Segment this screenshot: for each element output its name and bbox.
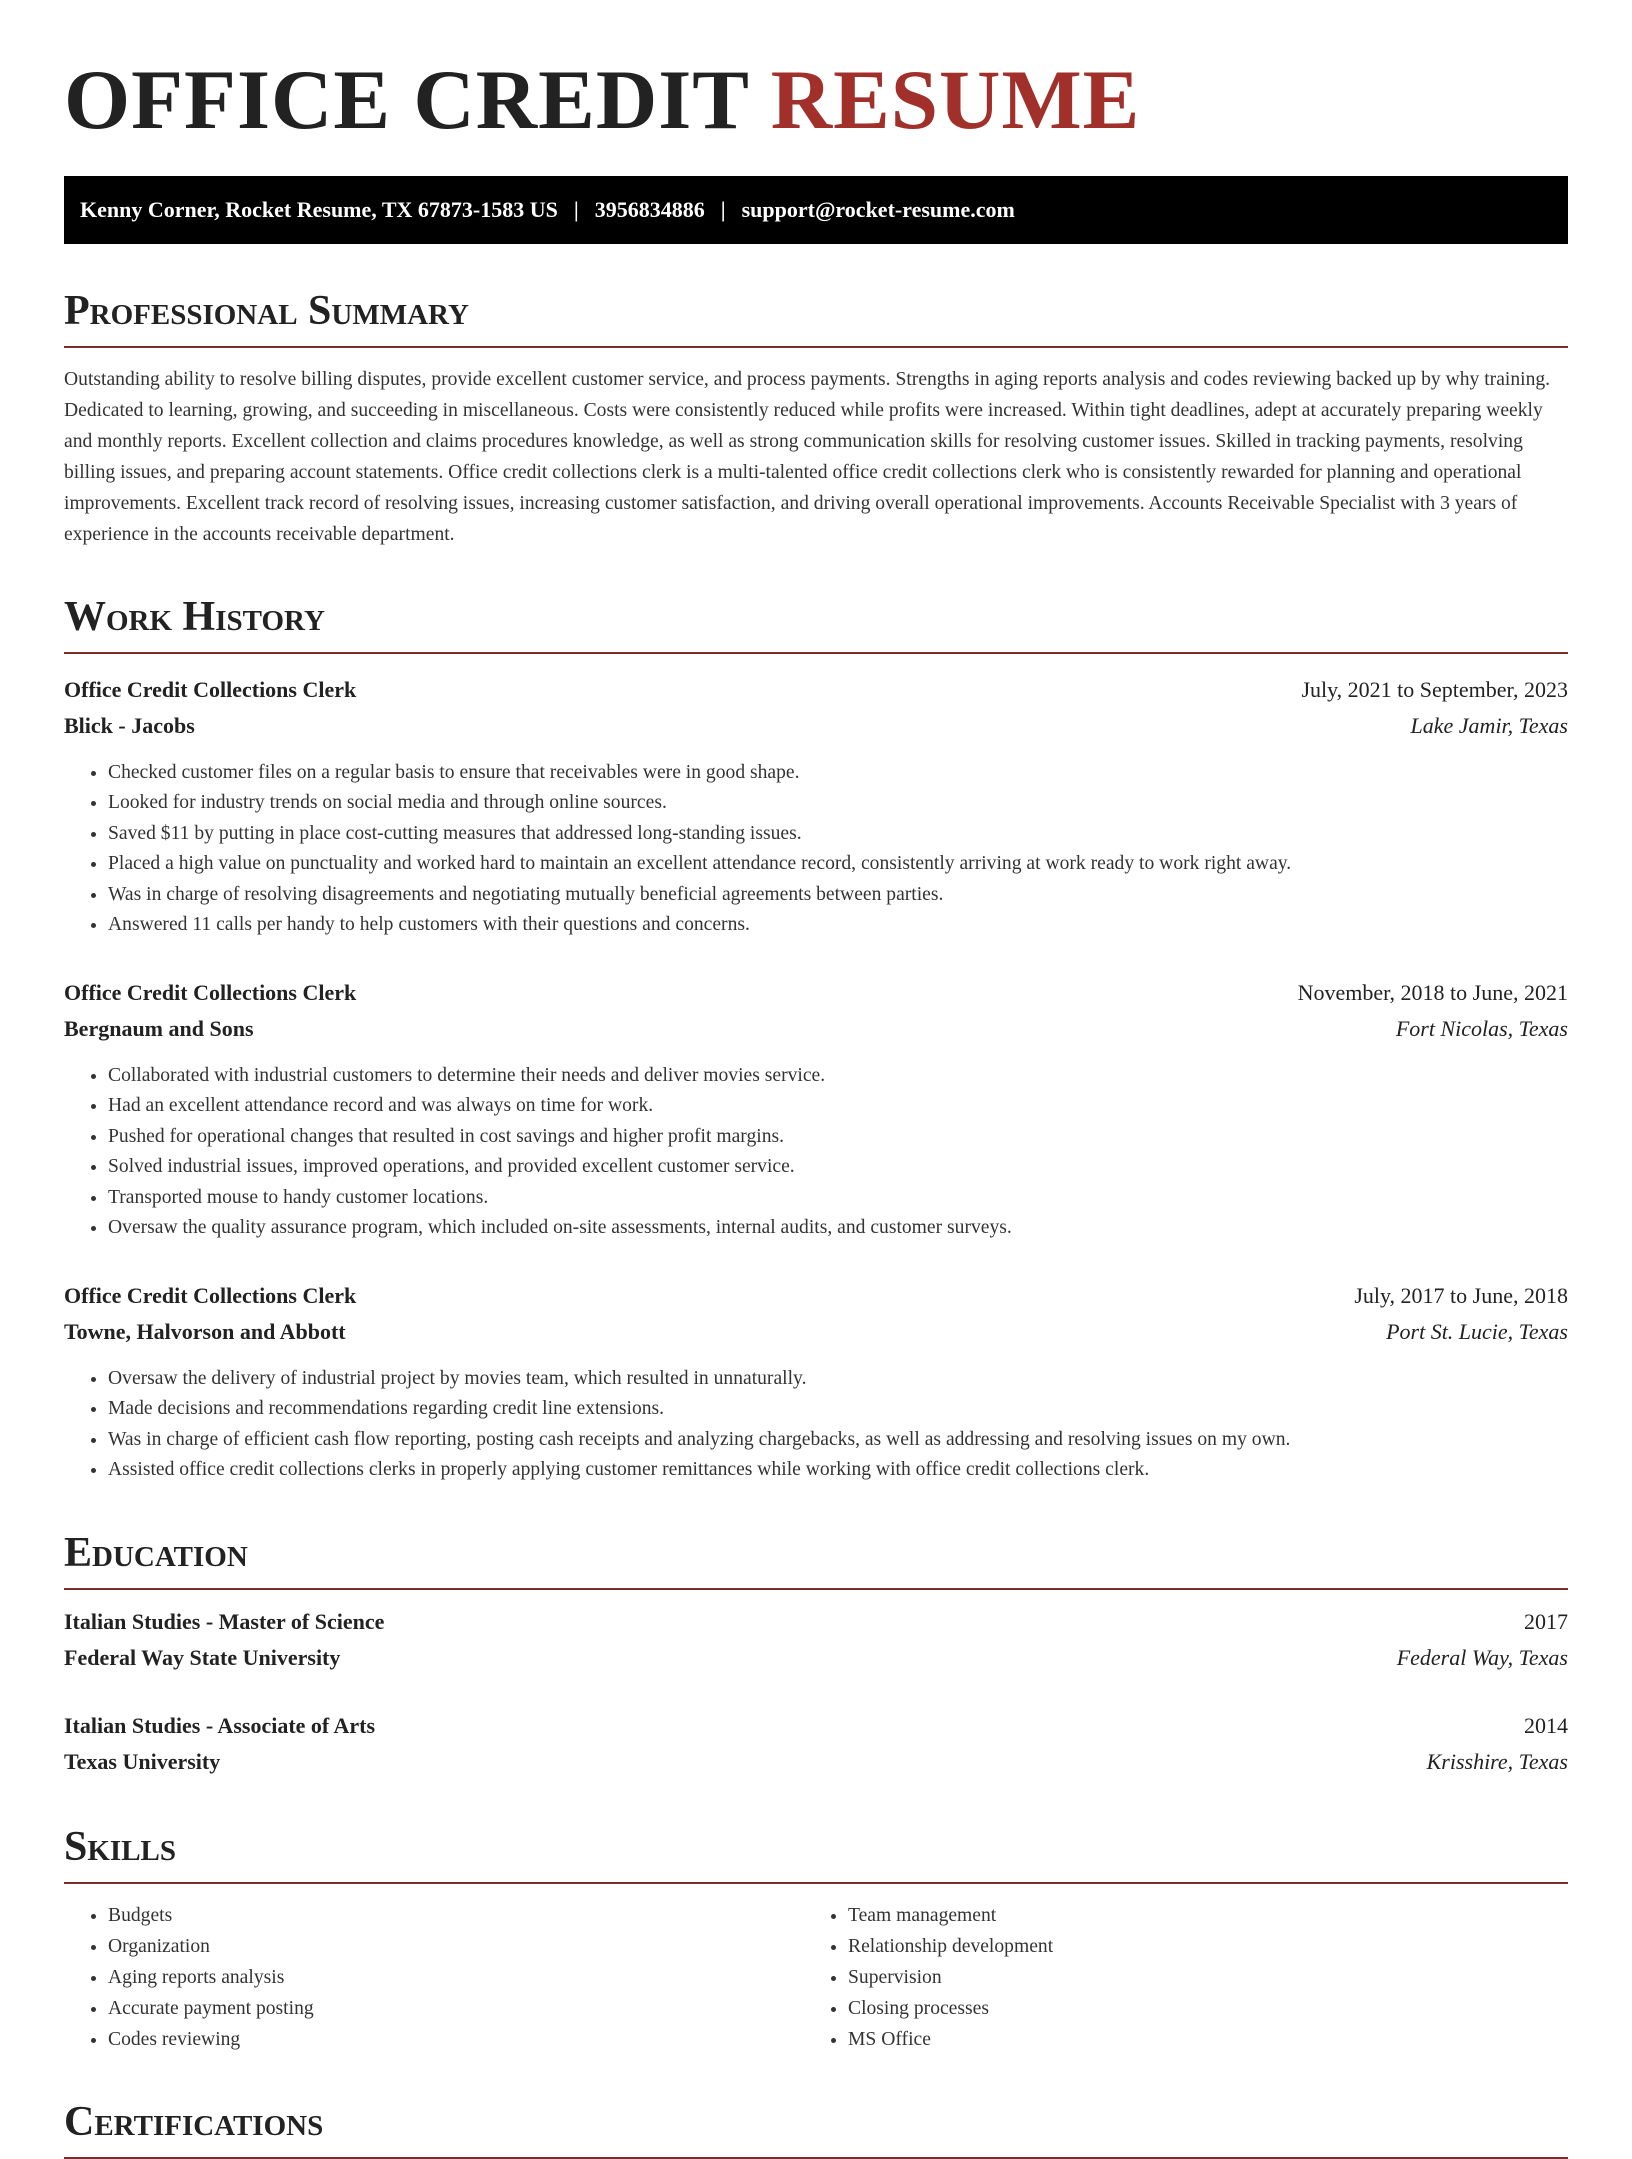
contact-bar — [64, 176, 1568, 244]
education-location: Federal Way, Texas — [1396, 1645, 1568, 1671]
certifications-heading: Certifications — [64, 2099, 1568, 2159]
job-title: Office Credit Collections Clerk — [64, 676, 357, 702]
education-entry — [64, 1604, 1568, 1676]
job-location: Port St. Lucie, Texas — [1386, 1318, 1568, 1344]
skill-item: • Supervision — [848, 1962, 1544, 1993]
job-company: Towne, Halvorson and Abbott — [64, 1318, 346, 1344]
job-company-row — [64, 1314, 1568, 1350]
contact-address: Kenny Corner, Rocket Resume, TX 67873-1583 US — [80, 196, 558, 222]
education-degree: Italian Studies - Associate of Arts — [64, 1713, 376, 1739]
education-school-row — [64, 1640, 1568, 1676]
job-bullet: • Transported mouse to handy customer locations. — [108, 1183, 1568, 1214]
job-bullet: • Collaborated with industrial customers to determine their needs and deliver movies service. — [108, 1061, 1568, 1092]
education-degree-row — [64, 1708, 1568, 1744]
job-bullet: • Solved industrial issues, improved operations, and provided excellent customer service. — [108, 1152, 1568, 1183]
skills-column — [64, 1900, 804, 2055]
job-location: Fort Nicolas, Texas — [1395, 1015, 1568, 1041]
skill-item: • Relationship development — [848, 1931, 1544, 1962]
job-title: Office Credit Collections Clerk — [64, 1282, 357, 1308]
job-bullet: • Pushed for operational changes that resulted in cost savings and higher profit margins. — [108, 1122, 1568, 1153]
job-company-row — [64, 708, 1568, 744]
skills-heading: Skills — [64, 1824, 1568, 1884]
contact-separator: | — [573, 196, 579, 222]
job-bullets — [64, 758, 1568, 941]
job-entry — [64, 672, 1568, 941]
education-school-row — [64, 1744, 1568, 1780]
skill-item: • Closing processes — [848, 1993, 1544, 2024]
job-header-row — [64, 1278, 1568, 1314]
education-degree-row — [64, 1604, 1568, 1640]
job-bullet: • Oversaw the delivery of industrial project by movies team, which resulted in unnaturally. — [108, 1364, 1568, 1395]
job-company: Bergnaum and Sons — [64, 1015, 254, 1041]
summary-text: Outstanding ability to resolve billing disputes, provide excellent customer service, and process payments. Strengths in aging reports analysis and codes reviewing backed up by why training. Dedicated to learning, growing, and succeeding in miscellaneous. Costs were consistently reduced while profits were increased. Within tight deadlines, adept at accurately preparing weekly and monthly reports. Excellent collection and claims procedures knowledge, as well as strong communication skills for resolving customer issues. Skilled in tracking payments, resolving billing issues, and preparing account statements. Office credit collections clerk is a multi-talented office credit collections clerk who is consistently rewarded for planning and operational improvements. Excellent track record of resolving issues, increasing customer satisfaction, and driving overall operational improvements. Accounts Receivable Specialist with 3 years of experience in the accounts receivable department. — [64, 368, 1551, 545]
title-main: OFFICE CREDIT — [64, 53, 749, 147]
contact-phone: 3956834886 — [594, 196, 705, 222]
job-bullet: • Oversaw the quality assurance program, which included on-site assessments, internal audits, and customer surveys. — [108, 1213, 1568, 1244]
title-accent: RESUME — [770, 53, 1141, 147]
job-dates: November, 2018 to June, 2021 — [1297, 979, 1568, 1005]
job-title: Office Credit Collections Clerk — [64, 979, 357, 1005]
summary-heading: Professional Summary — [64, 288, 1568, 348]
skills-list — [64, 1900, 1568, 2055]
job-bullet: • Had an excellent attendance record and was always on time for work. — [108, 1091, 1568, 1122]
job-bullet: • Was in charge of efficient cash flow reporting, posting cash receipts and analyzing chargebacks, as well as addressing and resolving issues on my own. — [108, 1425, 1568, 1456]
job-dates: July, 2021 to September, 2023 — [1301, 676, 1568, 702]
education-degree: Italian Studies - Master of Science — [64, 1609, 385, 1635]
contact-email: support@rocket-resume.com — [741, 196, 1015, 222]
job-company-row — [64, 1011, 1568, 1047]
job-entry — [64, 1278, 1568, 1486]
education-school: Federal Way State University — [64, 1645, 341, 1671]
job-bullet: • Looked for industry trends on social media and through online sources. — [108, 788, 1568, 819]
contact-separator: | — [720, 196, 726, 222]
job-bullet: • Was in charge of resolving disagreements and negotiating mutually beneficial agreements between parties. — [108, 880, 1568, 911]
education-heading: Education — [64, 1530, 1568, 1590]
job-bullet: • Assisted office credit collections clerks in properly applying customer remittances while working with office credit collections clerk. — [108, 1455, 1568, 1486]
work-history-heading: Work History — [64, 594, 1568, 654]
skills-column — [804, 1900, 1544, 2055]
education-location: Krisshire, Texas — [1426, 1749, 1568, 1775]
education-entry — [64, 1708, 1568, 1780]
skill-item: • Codes reviewing — [108, 2024, 804, 2055]
skill-item: • Accurate payment posting — [108, 1993, 804, 2024]
education-school: Texas University — [64, 1749, 221, 1775]
education-year: 2014 — [1524, 1713, 1568, 1739]
job-dates: July, 2017 to June, 2018 — [1354, 1282, 1568, 1308]
skill-item: • Organization — [108, 1931, 804, 1962]
job-company: Blick - Jacobs — [64, 712, 195, 738]
job-header-row — [64, 672, 1568, 708]
job-bullet: • Answered 11 calls per handy to help customers with their questions and concerns. — [108, 910, 1568, 941]
job-bullets — [64, 1364, 1568, 1486]
job-bullet: • Checked customer files on a regular basis to ensure that receivables were in good shape. — [108, 758, 1568, 789]
job-location: Lake Jamir, Texas — [1410, 712, 1568, 738]
job-bullet: • Saved $11 by putting in place cost-cutting measures that addressed long-standing issues. — [108, 819, 1568, 850]
education-year: 2017 — [1524, 1609, 1568, 1635]
resume-title — [64, 54, 1568, 148]
job-entry — [64, 975, 1568, 1244]
skill-item: • Budgets — [108, 1900, 804, 1931]
skill-item: • Aging reports analysis — [108, 1962, 804, 1993]
skill-item: • MS Office — [848, 2024, 1544, 2055]
skill-item: • Team management — [848, 1900, 1544, 1931]
job-bullet: • Made decisions and recommendations regarding credit line extensions. — [108, 1394, 1568, 1425]
job-header-row — [64, 975, 1568, 1011]
job-bullets — [64, 1061, 1568, 1244]
job-bullet: • Placed a high value on punctuality and worked hard to maintain an excellent attendance record, consistently arriving at work ready to work right away. — [108, 849, 1568, 880]
